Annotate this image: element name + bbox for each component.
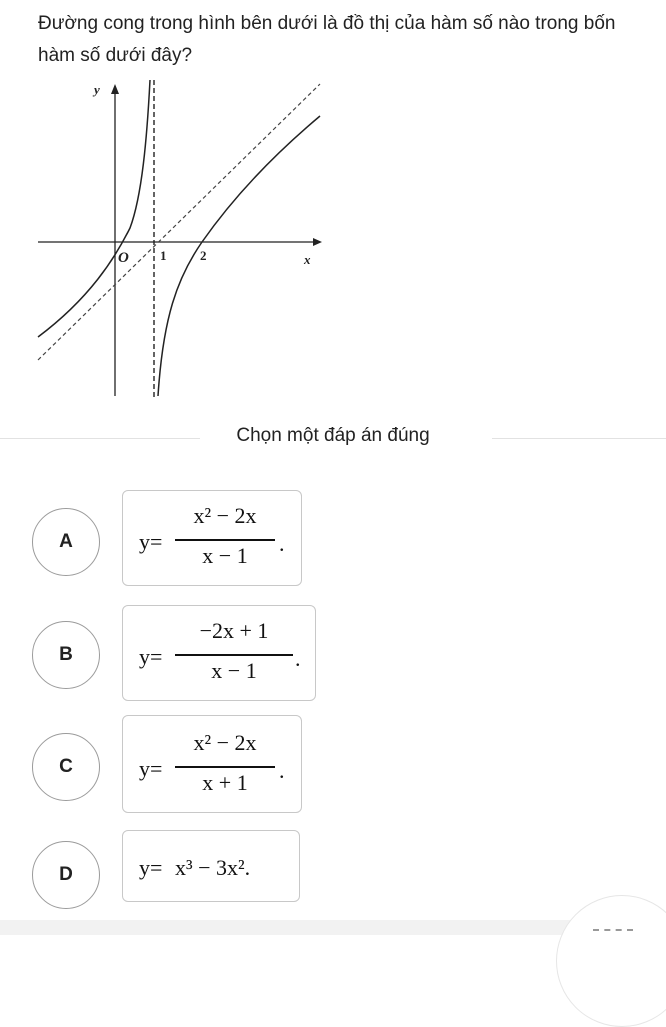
graph-right-branch xyxy=(158,116,320,396)
fraction-bar-a xyxy=(175,539,275,541)
numerator-c: x² − 2x xyxy=(193,730,257,755)
question-text: Đường cong trong hình bên dưới là đồ thị của hàm số nào trong bốn hàm số dưới đây? xyxy=(38,13,616,66)
floating-action-button[interactable] xyxy=(556,895,666,1027)
answer-expression-d: x³ − 3x². xyxy=(175,855,251,880)
answer-prefix-b: y= xyxy=(139,644,163,669)
denominator-b: x − 1 xyxy=(211,658,257,683)
denominator-a: x − 1 xyxy=(202,543,248,568)
option-letter-d[interactable]: D xyxy=(32,841,100,909)
fraction-c xyxy=(175,730,275,802)
answer-suffix-b: . xyxy=(295,646,301,671)
y-axis-label: y xyxy=(94,82,100,97)
option-letter-c[interactable]: C xyxy=(32,733,100,801)
section-divider xyxy=(0,421,666,455)
graph-left-branch xyxy=(38,80,150,337)
option-letter-b[interactable]: B xyxy=(32,621,100,689)
fraction-bar-b xyxy=(175,654,293,656)
answer-box-a[interactable] xyxy=(122,490,302,586)
option-d[interactable] xyxy=(32,820,322,930)
answer-suffix-a: . xyxy=(279,531,285,556)
option-b[interactable] xyxy=(32,600,322,710)
y-axis-arrow-icon xyxy=(111,84,119,94)
option-c[interactable] xyxy=(32,712,322,822)
x-axis-arrow-icon xyxy=(313,238,322,246)
origin-label: O xyxy=(118,250,129,266)
denominator-c: x + 1 xyxy=(202,770,248,795)
option-letter-a[interactable]: A xyxy=(32,508,100,576)
answer-box-c[interactable] xyxy=(122,715,302,813)
divider-line-right xyxy=(492,438,666,439)
fraction-a xyxy=(175,503,275,575)
fraction-b xyxy=(175,618,293,690)
more-icon[interactable] xyxy=(593,929,633,934)
tick-label-2: 2 xyxy=(200,248,207,263)
answer-box-b[interactable] xyxy=(122,605,316,701)
answer-box-d[interactable] xyxy=(122,830,300,902)
numerator-a: x² − 2x xyxy=(193,503,257,528)
function-graph xyxy=(30,78,330,400)
tick-label-1: 1 xyxy=(160,248,167,263)
answer-suffix-c: . xyxy=(279,758,285,783)
option-a[interactable] xyxy=(32,487,322,597)
x-axis-label: x xyxy=(304,252,311,267)
answer-prefix-d: y= xyxy=(139,855,163,880)
fraction-bar-c xyxy=(175,766,275,768)
oblique-asymptote xyxy=(38,84,320,360)
answer-prefix-a: y= xyxy=(139,529,163,554)
answer-prefix-c: y= xyxy=(139,756,163,781)
numerator-b: −2x + 1 xyxy=(199,618,269,643)
section-prompt: Chọn một đáp án đúng xyxy=(236,425,430,446)
